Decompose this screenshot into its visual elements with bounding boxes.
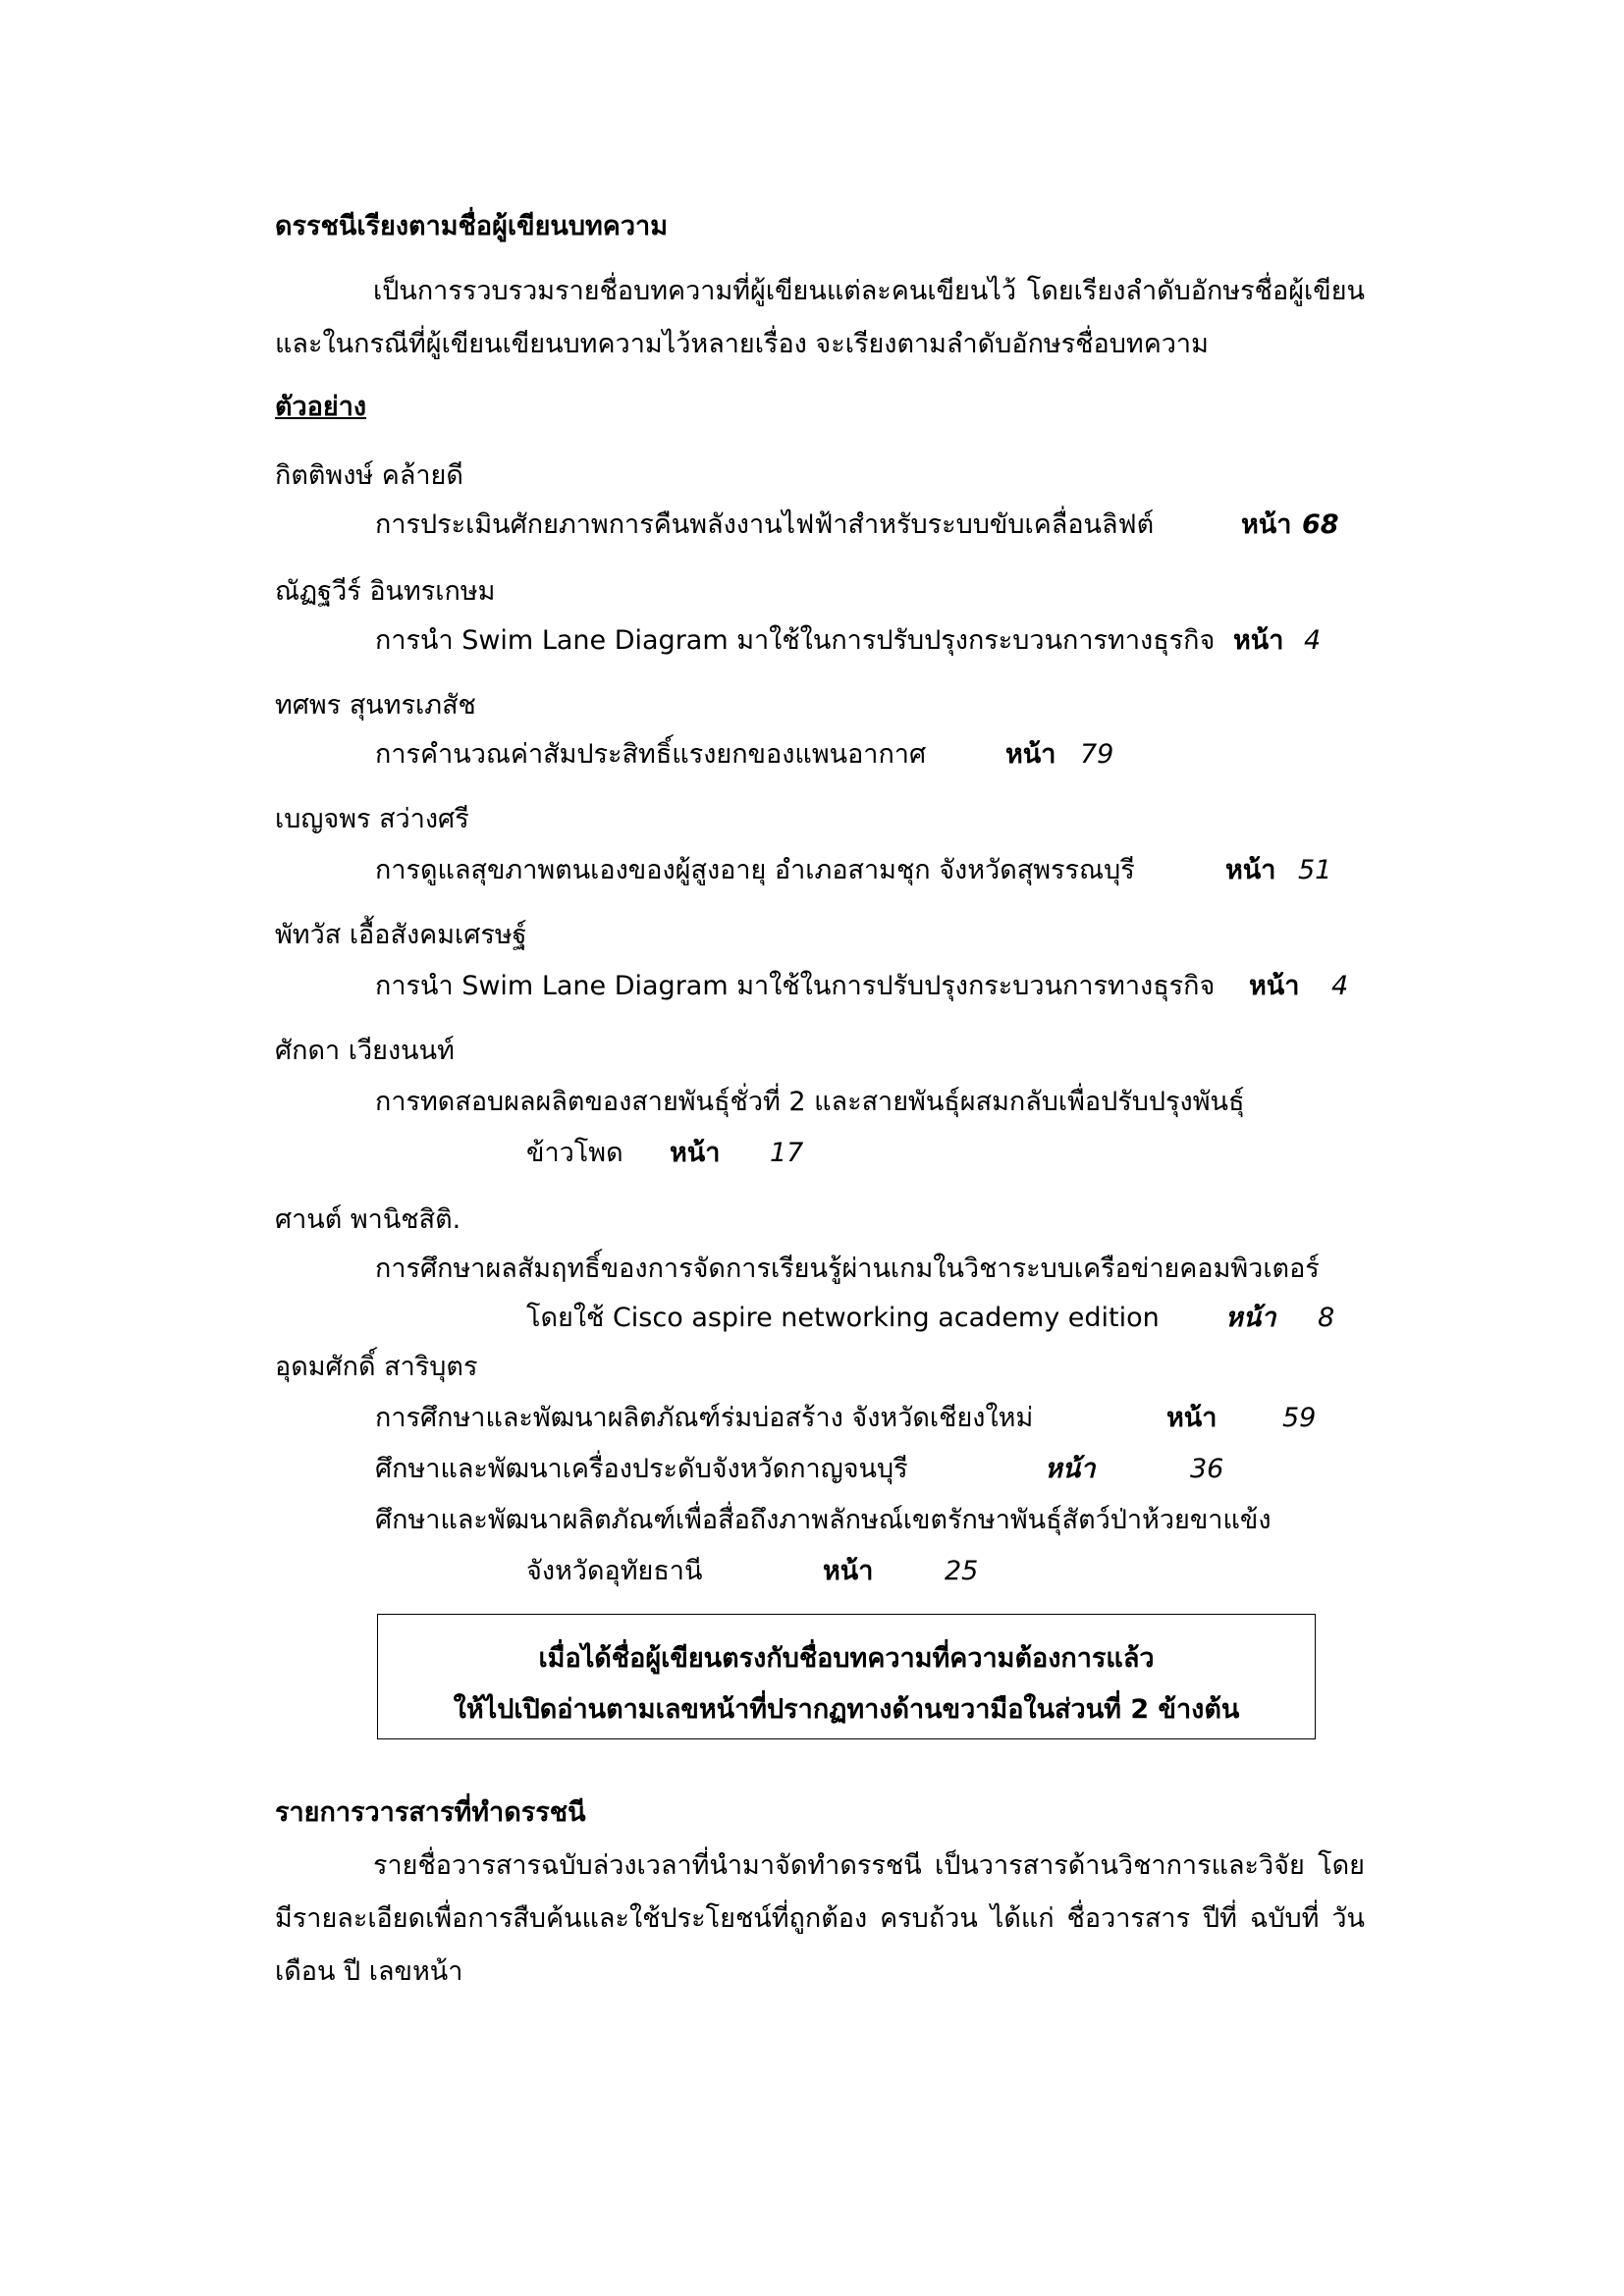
instruction-box — [377, 1614, 1316, 1739]
author-name: ทศพร สุนทรเภสัช — [275, 690, 476, 721]
article-title: การนำ Swim Lane Diagram มาใช้ในการปรับปรุงกระบวนการทางธุรกิจ — [375, 625, 1216, 656]
article-title: การประเมินศักยภาพการคืนพลังงานไฟฟ้าสำหรับระบบขับเคลื่อนลิฟต์ — [375, 509, 1155, 540]
page-heading: ดรรชนีเรียงตามชื่อผู้เขียนบทความ — [275, 211, 668, 241]
article-title: การศึกษาและพัฒนาผลิตภัณฑ์ร่มบ่อสร้าง จังหวัดเชียงใหม่ — [375, 1403, 1034, 1433]
section-paragraph: รายชื่อวารสารฉบับล่วงเวลาที่นำมาจัดทำดรรชนี เป็นวารสารด้านวิชาการและวิจัย โดยมีรายละเอียดเพื่อการสืบค้นและใช้ประโยชน์ที่ถูกต้อง ครบถ้วน ได้แก่ ชื่อวารสาร ปีที่ ฉบับที่ วัน เดือน ปี เลขหน้า — [275, 1850, 1365, 1987]
article-title-continued: โดยใช้ Cisco aspire networking academy edition — [526, 1303, 1160, 1333]
article-title: ศึกษาและพัฒนาผลิตภัณฑ์เพื่อสื่อถึงภาพลักษณ์เขตรักษาพันธุ์สัตว์ป่าห้วยขาแข้ง — [375, 1505, 1272, 1535]
article-title: การดูแลสุขภาพตนเองของผู้สูงอายุ อำเภอสามชุก จังหวัดสุพรรณบุรี — [375, 855, 1135, 885]
instruction-line-1: เมื่อได้ชื่อผู้เขียนตรงกับชื่อบทความที่ความต้องการแล้ว — [538, 1643, 1155, 1674]
page-number: 59 — [1282, 1403, 1317, 1433]
page-number: 79 — [1080, 739, 1114, 770]
page-label: หน้า — [1249, 971, 1300, 1001]
page-label: หน้า — [1005, 739, 1056, 770]
page-number: 68 — [1302, 509, 1339, 540]
page-label: หน้า — [1233, 625, 1284, 656]
page-label: หน้า — [1045, 1454, 1096, 1484]
intro-paragraph: เป็นการรวบรวมรายชื่อบทความที่ผู้เขียนแต่ละคนเขียนไว้ โดยเรียงลำดับอักษรชื่อผู้เขียน และในกรณีที่ผู้เขียนเขียนบทความไว้หลายเรื่อง จะเรียงตามลำดับอักษรชื่อบทความ — [275, 276, 1365, 359]
article-title-continued: จังหวัดอุทัยธานี — [526, 1556, 703, 1586]
author-name: ณัฏฐวีร์ อินทรเกษม — [275, 576, 496, 607]
page-number: 36 — [1190, 1454, 1224, 1484]
page-number: 17 — [770, 1138, 804, 1168]
article-title: การคำนวณค่าสัมประสิทธิ์แรงยกของแพนอากาศ — [375, 739, 927, 770]
instruction-line-2: ให้ไปเปิดอ่านตามเลขหน้าที่ปรากฏทางด้านขวามือในส่วนที่ 2 ข้างต้น — [453, 1694, 1240, 1725]
page-label: หน้า — [1166, 1403, 1218, 1433]
article-title: การศึกษาผลสัมฤทธิ์ของการจัดการเรียนรู้ผ่านเกมในวิชาระบบเครือข่ายคอมพิวเตอร์ — [375, 1254, 1320, 1284]
author-name: ศานต์ พานิชสิติ. — [275, 1204, 461, 1235]
article-title: ศึกษาและพัฒนาเครื่องประดับจังหวัดกาญจนบุรี — [375, 1454, 908, 1484]
page-number: 51 — [1298, 855, 1332, 885]
page-number: 4 — [1304, 625, 1322, 656]
example-label: ตัวอย่าง — [275, 392, 367, 422]
author-name: เบญจพร สว่างศรี — [275, 804, 469, 834]
page-label: หน้า — [1241, 509, 1292, 540]
article-title: การทดสอบผลผลิตของสายพันธุ์ชั่วที่ 2 และสายพันธุ์ผสมกลับเพื่อปรับปรุงพันธุ์ — [375, 1087, 1245, 1117]
page-label: หน้า — [670, 1138, 721, 1168]
page-label: หน้า — [823, 1556, 874, 1586]
article-title: การนำ Swim Lane Diagram มาใช้ในการปรับปรุงกระบวนการทางธุรกิจ — [375, 971, 1216, 1001]
author-name: ศักดา เวียงนนท์ — [275, 1036, 455, 1066]
author-name: อุดมศักดิ์ สาริบุตร — [275, 1352, 478, 1382]
page-label: หน้า — [1225, 855, 1276, 885]
page-number: 25 — [945, 1556, 979, 1586]
author-name: กิตติพงษ์ คล้ายดี — [275, 460, 463, 491]
page-number: 4 — [1331, 971, 1349, 1001]
article-title-continued: ข้าวโพด — [526, 1138, 623, 1168]
page-number: 8 — [1318, 1303, 1335, 1333]
author-name: พัทวัส เอื้อสังคมเศรษฐ์ — [275, 920, 527, 950]
page-label: หน้า — [1225, 1303, 1276, 1333]
section-heading: รายการวารสารที่ทำดรรชนี — [275, 1797, 586, 1828]
